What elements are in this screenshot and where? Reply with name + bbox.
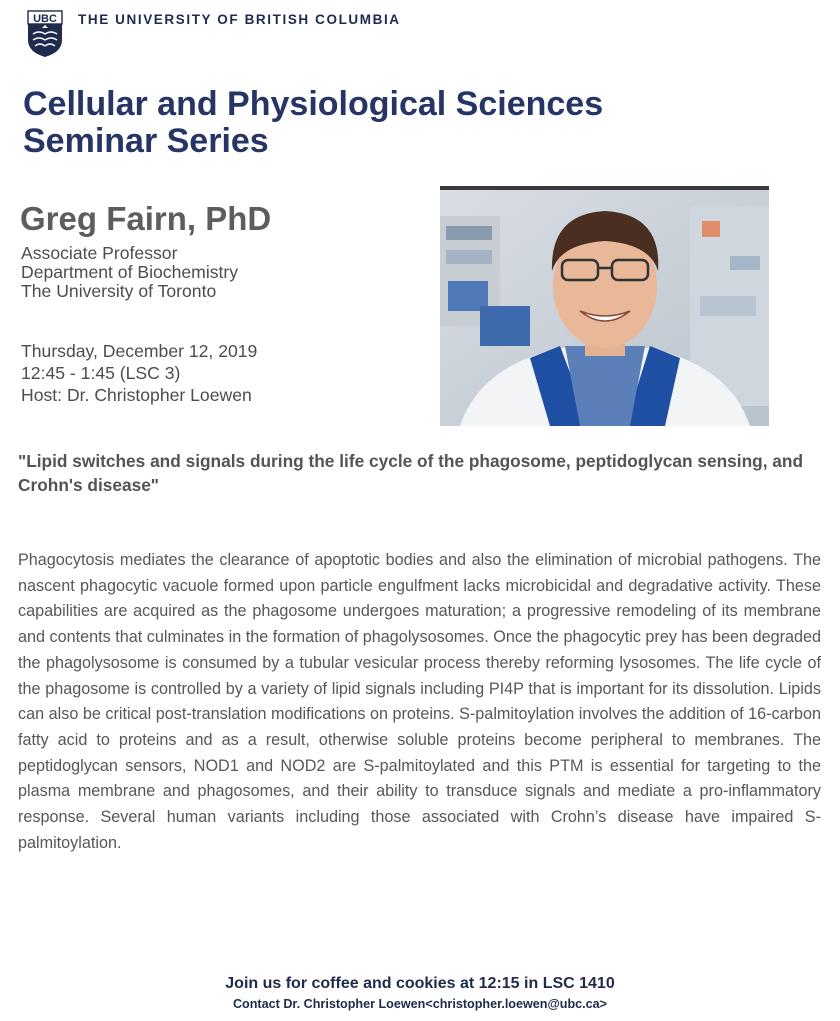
coffee-note: Join us for coffee and cookies at 12:15 in LSC 1410: [225, 975, 615, 992]
contact-line: Contact Dr. Christopher Loewen<christopher.loewen@ubc.ca>: [232, 997, 608, 1011]
event-time-location: 12:45 - 1:45 (LSC 3): [21, 363, 181, 383]
speaker-institution: The University of Toronto: [21, 281, 217, 301]
event-host: Host: Dr. Christopher Loewen: [21, 385, 252, 405]
speaker-photo: [440, 186, 769, 426]
abstract-text: Phagocytosis mediates the clearance of apoptotic bodies and also the elimination of microbial pathogens. The nascent phagocytic vacuole formed upon particle engulfment lacks microbicidal and degradative activity. These capabilities are acquired as the phagosome undergoes maturation; a progressive remodeling of its membrane and contents that culminates in the formation of phagolysosomes. Once the phagocytic prey has been degraded the phagolysosome is consumed by a tubular vesicular process thereby reforming lysosomes. The life cycle of the phagosome is controlled by a variety of lipid signals including PI4P that is important for its dissolution. Lipids can also be critical post-translation modifications on proteins. S-palmitoylation involves the addition of 16-carbon fatty acid to proteins and as a result, otherwise soluble proteins become peripheral to membranes. The peptidoglycan sensors, NOD1 and NOD2 are S-palmitoylated and this PTM is essential for targeting to the plasma membrane and phagosomes, and their ability to transduce signals and mediate a pro-inflammatory response. Several human variants including those associated with Crohn’s disease have impaired S-palmitoylation.: [18, 551, 821, 852]
ubc-shield-logo: [27, 10, 63, 58]
speaker-position: Associate Professor: [21, 243, 178, 263]
logo-text: UBC: [33, 13, 57, 25]
speaker-name: Greg Fairn, PhD: [20, 200, 272, 237]
speaker-affiliation: [21, 244, 238, 301]
event-date: Thursday, December 12, 2019: [21, 341, 258, 361]
series-title: [23, 86, 603, 160]
series-title-line2: Seminar Series: [23, 122, 269, 160]
speaker-department: Department of Biochemistry: [21, 262, 239, 282]
event-details: [21, 340, 257, 406]
series-title-line1: Cellular and Physiological Sciences: [23, 85, 604, 123]
talk-title: "Lipid switches and signals during the life cycle of the phagosome, peptidoglycan sensing, and Crohn's disease": [18, 451, 804, 495]
university-name: THE UNIVERSITY OF BRITISH COLUMBIA: [78, 12, 401, 27]
